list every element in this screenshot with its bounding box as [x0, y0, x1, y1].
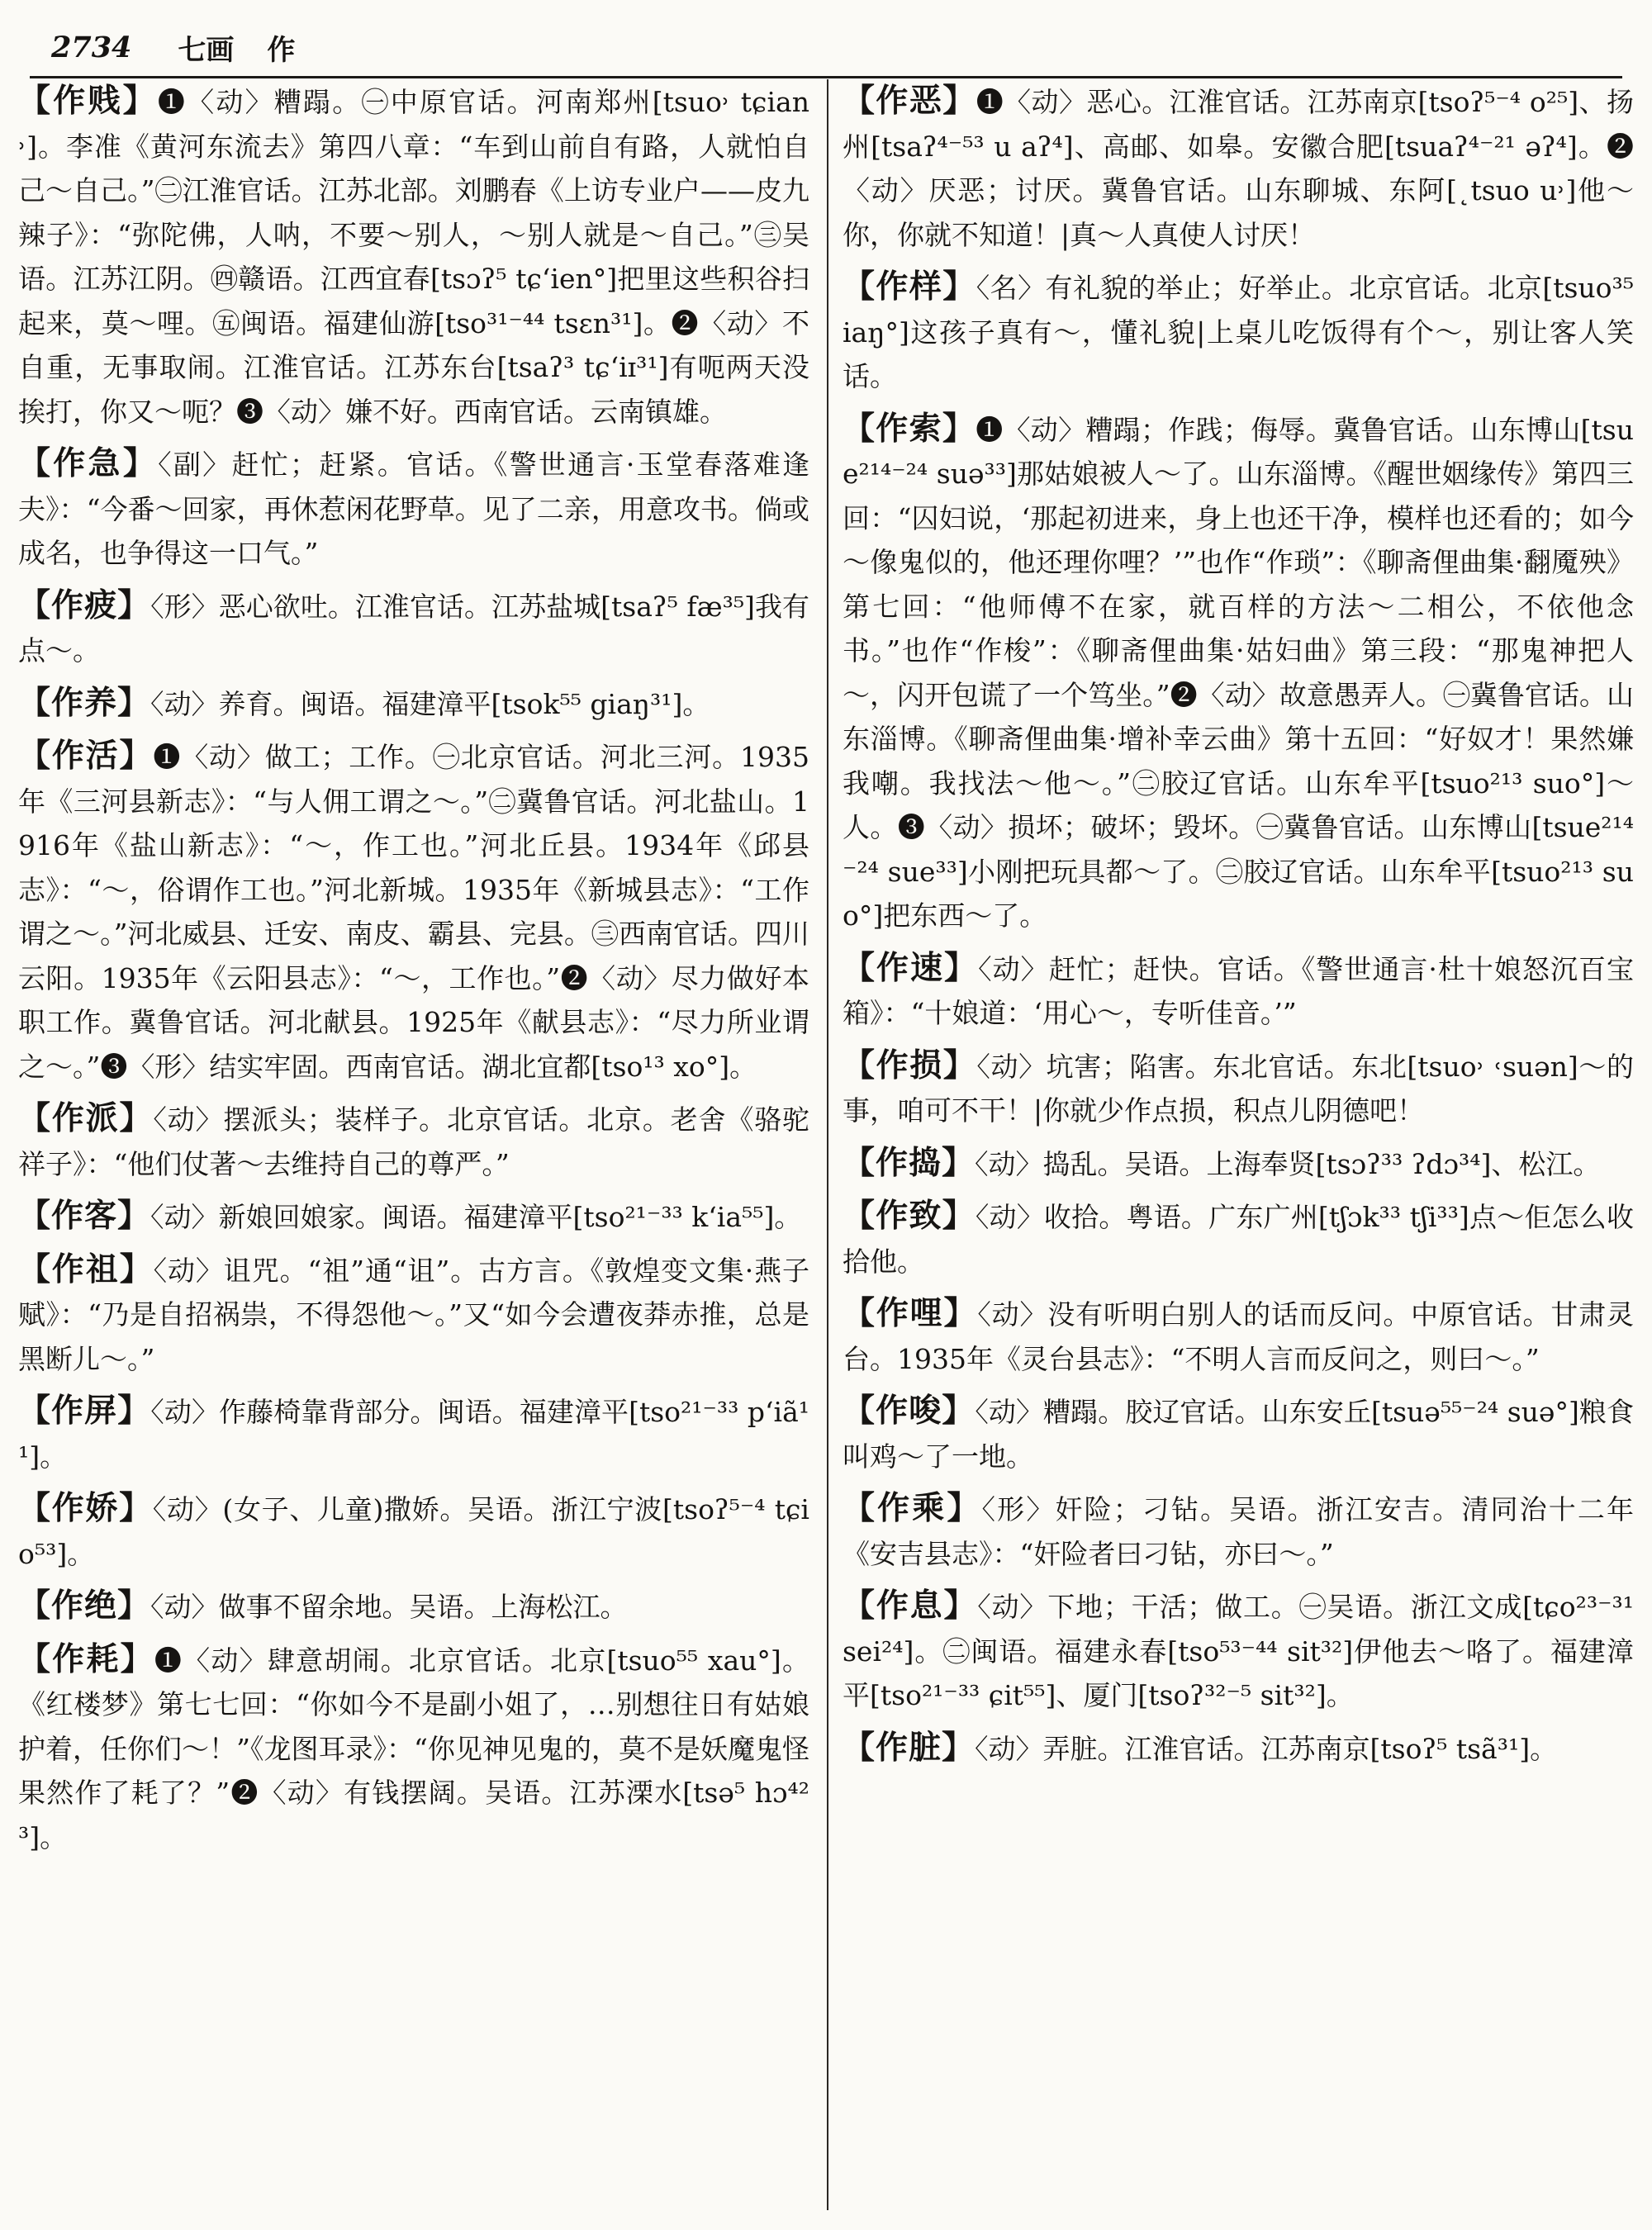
stroke-count: 七画 — [178, 33, 235, 67]
entry-text: 〈动〉摆派头；装样子。北京官话。北京。老舍《骆驼祥子》：“他们仗著～去维持自己的尊严。” — [18, 1103, 809, 1180]
column-divider — [827, 79, 828, 2210]
entry-headword: 【作派】 — [18, 1099, 154, 1137]
entry-headword: 【作哩】 — [843, 1294, 978, 1332]
entry-text: 〈动〉糟蹋。胶辽官话。山东安丘[tsuə⁵⁵⁻²⁴ suə°]粮食叫鸡～了一地。 — [843, 1396, 1634, 1473]
entry — [843, 407, 1634, 938]
entry-headword: 【作样】 — [843, 268, 976, 306]
entry-text: 〈形〉奸险；刁钻。吴语。浙江安吉。清同治十二年《安吉县志》：“奸险者曰刁钻，亦曰～。” — [843, 1493, 1634, 1570]
entry-headword: 【作养】 — [18, 683, 151, 722]
entry-text: 〈动〉作藤椅靠背部分。闽语。福建漳平[tso²¹⁻³³ pʻiã¹¹]。 — [18, 1396, 809, 1473]
entry — [18, 1248, 809, 1382]
entry — [18, 1097, 809, 1186]
entry-text: 〈动〉赶忙；赶快。官话。《警世通言·杜十娘怒沉百宝箱》：“十娘道：‘用心～，专听佳音。’” — [843, 952, 1634, 1029]
entry-headword: 【作索】 — [843, 409, 976, 448]
entry-text: 〈动〉养育。闽语。福建漳平[tsok⁵⁵ giaŋ³¹]。 — [150, 687, 710, 720]
entry-text: 〈动〉没有听明白别人的话而反问。中原官话。甘肃灵台。1935年《灵台县志》：“不明人言而反问之，则曰～。” — [843, 1298, 1634, 1375]
entry-headword: 【作脏】 — [843, 1728, 976, 1767]
entry-text: 〈动〉收拾。粤语。广东广州[tʃɔk³³ tʃi³³]点～佢怎么收拾他。 — [843, 1201, 1634, 1278]
entry — [18, 734, 809, 1089]
entry-headword: 【作息】 — [843, 1587, 978, 1625]
entry-headword: 【作娇】 — [18, 1489, 153, 1527]
entry — [18, 79, 809, 434]
page-number: 2734 — [51, 30, 132, 64]
entry-text: ❶〈动〉糟蹋。㊀中原官话。河南郑州[tsuo˒ tɕian˒]。李准《黄河东流去》第四八章：“车到山前自有路，人就怕自己～自己。”㊁江淮官话。江苏北部。刘鹏春《上访专业户——皮九辣子》：“弥陀佛，人呐，不要～别人，～别人就是～自己。”㊂吴语。江苏江阴。㊃赣语。江西宜春[tsɔʔ⁵ tɕʻien°]把里这些积谷扫起来，莫～哩。㊄闽语。福建仙游[tso³¹⁻⁴⁴ tsɛn³¹]。❷〈动〉不自重，无事取闹。江淮官话。江苏东台[tsaʔ³ tɕʻiɪ³¹]有呃两天没挨打，你又～呃？❸〈动〉嫌不好。西南官话。云南镇雄。 — [18, 86, 809, 428]
entry — [18, 584, 809, 673]
entry-headword: 【作疲】 — [18, 586, 151, 624]
page-header — [51, 23, 295, 71]
entry-headword: 【作恶】 — [843, 82, 976, 120]
entry-text: 〈动〉新娘回娘家。闽语。福建漳平[tso²¹⁻³³ kʻia⁵⁵]。 — [150, 1201, 802, 1233]
entry-text: ❶〈动〉做工；工作。㊀北京官话。河北三河。1935年《三河县新志》：“与人佣工谓之～。”㊁冀鲁官话。河北盐山。1916年《盐山新志》：“～，作工也。”河北丘县。1934年《邱县志》：“～，俗谓作工也。”河北新城。1935年《新城县志》：“工作谓之～。”河北威县、迁安、南皮、霸县、完县。㊂西南官话。四川云阳。1935年《云阳县志》：“～，工作也。”❷〈动〉尽力做好本职工作。冀鲁官话。河北献县。1925年《献县志》：“尽力所业谓之～。”❸〈形〉结实牢固。西南官话。湖北宜都[tso¹³ xo°]。 — [18, 741, 809, 1083]
entry — [843, 947, 1634, 1036]
entry-headword: 【作祖】 — [18, 1250, 154, 1288]
header-rule — [30, 76, 1622, 78]
entry-headword: 【作活】 — [18, 737, 154, 775]
entry — [843, 1389, 1634, 1478]
entry-headword: 【作客】 — [18, 1197, 151, 1235]
entry — [843, 79, 1634, 257]
entry-text: 〈动〉弄脏。江淮官话。江苏南京[tsoʔ⁵ tsã³¹]。 — [975, 1732, 1558, 1765]
section-char: 作 — [267, 33, 296, 67]
entry — [843, 1487, 1634, 1576]
entry-headword: 【作损】 — [843, 1046, 977, 1084]
entry — [18, 681, 809, 727]
entry — [843, 1194, 1634, 1283]
entry-text: 〈动〉做事不留余地。吴语。上海松江。 — [150, 1591, 628, 1623]
entry — [18, 1389, 809, 1478]
entry-text: 〈名〉有礼貌的举止；好举止。北京官话。北京[tsuo³⁵ iaŋ°]这孩子真有～，懂礼貌|上桌儿吃饭得有个～，别让客人笑话。 — [843, 272, 1634, 392]
entry-text: 〈动〉下地；干活；做工。㊀吴语。浙江文成[tɕo²³⁻³¹ sei²⁴]。㊁闽语。福建永春[tso⁵³⁻⁴⁴ sit³²]伊他去～咯了。福建漳平[tso²¹⁻³³ ɕit⁵⁵]、厦门[tsoʔ³²⁻⁵ sit³²]。 — [843, 1591, 1634, 1711]
entry-headword: 【作捣】 — [843, 1143, 976, 1182]
entry-text: ❶〈动〉糟蹋；作践；侮辱。冀鲁官话。山东博山[tsue²¹⁴⁻²⁴ suə³³]那姑娘被人～了。山东淄博。《醒世姻缘传》第四三回：“囚妇说，‘那起初进来，身上也还干净，模样也还看的；如今～像鬼似的，他还理你哩？’”也作“作琐”：《聊斋俚曲集·翻魇殃》第七回：“他师傅不在家，就百样的方法～二相公，不依他念书。”也作“作梭”：《聊斋俚曲集·姑妇曲》第三段：“那鬼神把人～，闪开包谎了一个笃坐。”❷〈动〉故意愚弄人。㊀冀鲁官话。山东淄博。《聊斋俚曲集·增补幸云曲》第十五回：“好奴才！果然嫌我嘲。我找法～他～。”㊁胶辽官话。山东牟平[tsuo²¹³ suo°]～人。❸〈动〉损坏；破坏；毁坏。㊀冀鲁官话。山东博山[tsue²¹⁴⁻²⁴ sue³³]小刚把玩具都～了。㊁胶辽官话。山东牟平[tsuo²¹³ suo°]把东西～了。 — [843, 413, 1634, 932]
entry — [843, 1726, 1634, 1772]
entry-text: ❶〈动〉肆意胡闹。北京官话。北京[tsuo⁵⁵ xau°]。《红楼梦》第七七回：“你如今不是副小姐了，…别想往日有姑娘护着，任你们～！”《龙图耳录》：“你见神见鬼的，莫不是妖魔鬼怪果然作了耗了？”❷〈动〉有钱摆阔。吴语。江苏溧水[tsə⁵ hɔ⁴²³]。 — [18, 1644, 809, 1853]
entry-text: 〈动〉(女子、儿童)撒娇。吴语。浙江宁波[tsoʔ⁵⁻⁴ tɕio⁵³]。 — [18, 1493, 809, 1570]
entry — [843, 1584, 1634, 1718]
entry-headword: 【作绝】 — [18, 1587, 151, 1625]
entry — [18, 1487, 809, 1576]
entry — [843, 1141, 1634, 1187]
entry — [18, 442, 809, 576]
entry-headword: 【作唆】 — [843, 1392, 976, 1430]
entry-text: 〈副〉赶忙；赶紧。官话。《警世通言·玉堂春落难逢夫》：“今番～回家，再休惹闲花野草。见了二亲，用意攻书。倘或成名，也争得这一口气。” — [18, 448, 809, 569]
entry-headword: 【作屏】 — [18, 1392, 151, 1430]
entry-headword: 【作急】 — [18, 444, 159, 482]
left-column — [18, 79, 809, 2213]
entry-text: 〈动〉诅咒。“祖”通“诅”。古方言。《敦煌变文集·燕子赋》：“乃是自招祸祟，不得怨他～。”又“如今会遭夜莽赤推，总是黑断儿～。” — [18, 1254, 809, 1375]
entry-headword: 【作贱】 — [18, 82, 158, 120]
entry-headword: 【作乘】 — [843, 1489, 982, 1527]
entry — [18, 1584, 809, 1630]
entry-text: 〈动〉坑害；陷害。东北官话。东北[tsuo˒ ˓suən]～的事，咱可不干！|你就少作点损，积点儿阴德吧！ — [843, 1050, 1634, 1127]
entry-headword: 【作耗】 — [18, 1639, 154, 1678]
entry-text: 〈动〉捣乱。吴语。上海奉贤[tsɔʔ³³ ʔdɔ³⁴]、松江。 — [975, 1147, 1601, 1180]
entry — [843, 265, 1634, 399]
entry — [18, 1638, 809, 1860]
entry — [18, 1194, 809, 1240]
right-column — [843, 79, 1634, 2213]
entry-text: ❶〈动〉恶心。江淮官话。江苏南京[tsoʔ⁵⁻⁴ o²⁵]、扬州[tsaʔ⁴⁻⁵³ u aʔ⁴]、高邮、如皋。安徽合肥[tsuaʔ⁴⁻²¹ əʔ⁴]。❷〈动〉厌恶；讨厌。冀鲁官话。山东聊城、东阿[˛tsuo u˒]他～你，你就不知道！|真～人真使人讨厌！ — [843, 86, 1634, 251]
entry — [843, 1044, 1634, 1133]
entry-headword: 【作速】 — [843, 948, 979, 987]
entry-text: 〈形〉恶心欲吐。江淮官话。江苏盐城[tsaʔ⁵ fæ³⁵]我有点～。 — [18, 590, 809, 667]
entry-headword: 【作致】 — [843, 1197, 976, 1235]
entry — [843, 1292, 1634, 1381]
